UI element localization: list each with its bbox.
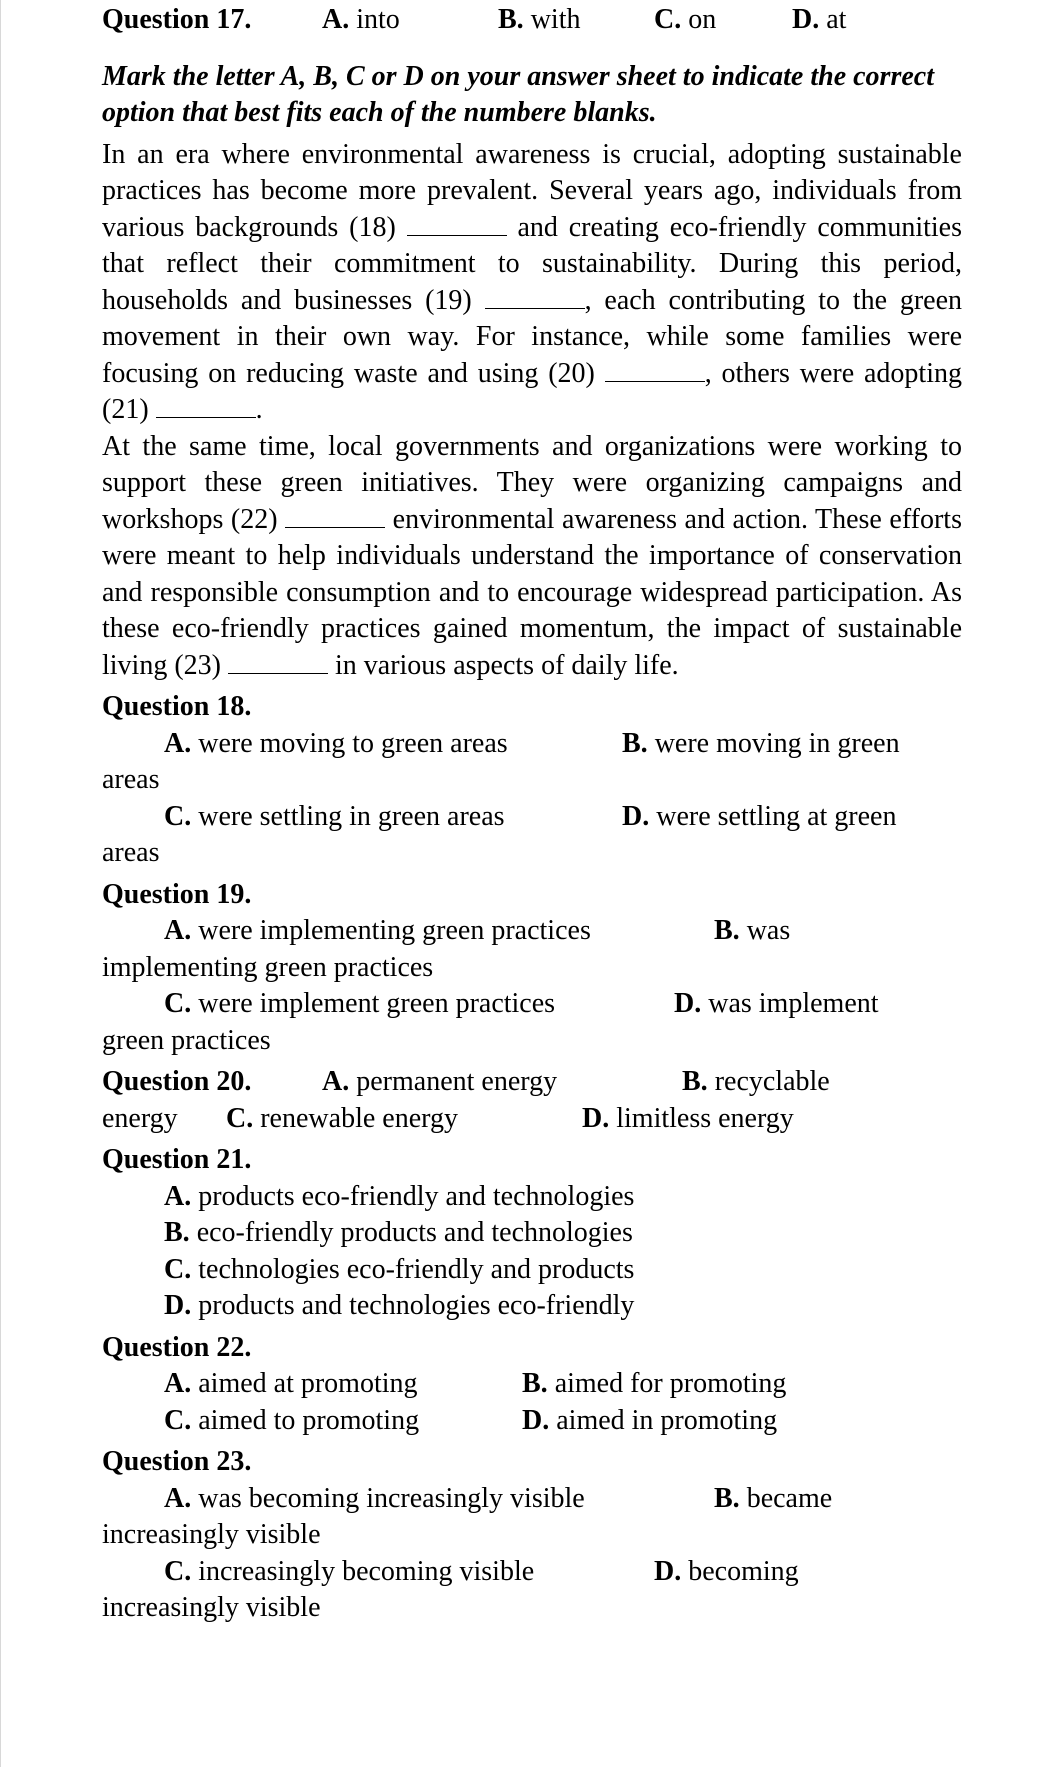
page-edge [0,0,1,1767]
question-17-label: Question 17. [102,4,252,35]
q21-option-d: D. products and technologies eco-friendly [164,1290,635,1321]
q23-option-b-wrap: increasingly visible [102,1519,321,1550]
blank-18 [407,211,507,236]
question-20-row [102,1064,962,1101]
q23-option-c: C. increasingly becoming visible [164,1555,535,1587]
q21-option-a: A. products eco-friendly and technologies [164,1180,635,1212]
q19-option-b-wrap: implementing green practices [102,951,434,983]
question-23-label: Question 23. [102,1446,252,1477]
q19-option-b: B. was [714,915,791,946]
instruction: Mark the letter A, B, C or D on your answer sheet to indicate the correct option that best fits each of the numbere blanks. [102,60,934,128]
q22-option-c: C. aimed to promoting [164,1404,420,1436]
q23-option-a: A. was becoming increasingly visible [164,1482,585,1514]
question-22-label: Question 22. [102,1331,252,1363]
q23-options-row-1 [102,1481,962,1518]
q17-option-b: B. with [498,4,581,35]
q23-option-d-wrap: increasingly visible [102,1592,321,1623]
q22-options-row-2 [102,1403,962,1440]
question-17 [102,2,962,39]
q22-option-b: B. aimed for promoting [522,1368,787,1399]
question-21-label: Question 21. [102,1144,252,1175]
q18-option-b: B. were moving in green [622,727,900,759]
q19-option-c: C. were implement green practices [164,988,556,1019]
q19-options-row-1 [102,913,962,950]
q19-option-d-wrap: green practices [102,1024,271,1056]
blank-19 [485,284,585,309]
q18-options-row-1 [102,726,962,763]
q18-options-row-2 [102,799,962,836]
q20-option-a: A. permanent energy [322,1066,558,1097]
q17-option-a: A. into [322,4,400,35]
passage-paragraph-1: In an era where environmental awareness is crucial, adopting sustainable practices has become more prevalent. Several years ago, individuals from various backgrounds (18) and creating eco-friendly communities that reflect their commitment to sustainability. During this period, households and businesses (19) , each contributing to the green movement in their own way. For instance, while some families were focusing on reducing waste and using (20) , others were adopting (21) . [102,138,963,425]
blank-20 [605,357,705,382]
q18-option-c: C. were settling in green areas [164,800,505,832]
q17-option-d: D. at [792,4,847,35]
question-20-label: Question 20. [102,1066,252,1097]
q18-option-a: A. were moving to green areas [164,727,508,759]
q20-option-b-wrap: energy [102,1102,178,1134]
q23-option-b: B. became [714,1482,833,1514]
q20-option-b: B. recyclable [682,1066,830,1097]
q20-option-d: D. limitless energy [582,1102,794,1134]
q21-option-b: B. eco-friendly products and technologies [164,1217,633,1248]
question-18-label: Question 18. [102,691,252,722]
q20-option-c: C. renewable energy [226,1102,458,1134]
q21-option-c: C. technologies eco-friendly and products [164,1253,635,1285]
q19-option-d: D. was implement [674,988,879,1019]
q18-option-d-wrap: areas [102,837,160,868]
blank-23 [228,649,328,674]
q22-option-a: A. aimed at promoting [164,1368,418,1399]
q19-option-a: A. were implementing green practices [164,915,591,946]
blank-22 [285,503,385,528]
q23-option-d: D. becoming [654,1555,799,1587]
blank-21 [156,393,256,418]
q18-option-b-wrap: areas [102,764,160,795]
passage-paragraph-2: At the same time, local governments and organizations were working to support these green initiatives. They were organizing campaigns and workshops (22) environmental awareness and action. These efforts were meant to help individuals understand the importance of conservation and responsible consumption and to encourage widespread participation. As these eco-friendly practices gained momentum, the impact of sustainable living (23) in various aspects of daily life. [102,430,962,681]
q20-options-row-2 [102,1101,962,1138]
q23-options-row-2 [102,1554,962,1591]
q18-option-d: D. were settling at green [622,800,897,832]
q22-option-d: D. aimed in promoting [522,1404,778,1436]
content-column [102,0,962,1627]
q17-option-c: C. on [654,4,717,35]
q22-options-row-1 [102,1366,962,1403]
question-19-label: Question 19. [102,878,252,910]
q19-options-row-2 [102,986,962,1023]
